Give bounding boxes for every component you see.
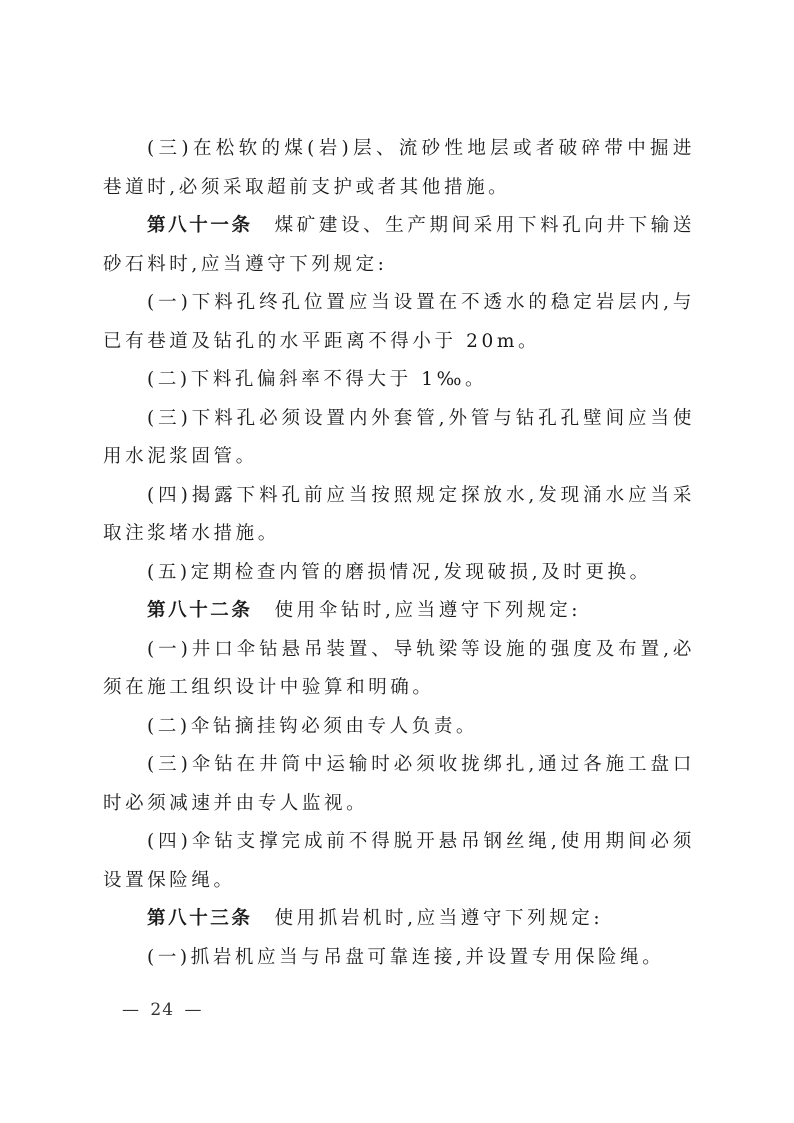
item-4-safety-rope: (四)伞钻支撑完成前不得脱开悬吊钢丝绳,使用期间必须设置保险绳。 <box>103 831 695 891</box>
article-heading: 第八十一条 <box>147 215 253 236</box>
item-1-umbrella-drill-suspension: (一)井口伞钻悬吊装置、导轨梁等设施的强度及布置,必须在施工组织设计中验算和明确。 <box>103 638 695 698</box>
page-number-dash-right: — <box>184 1000 203 1020</box>
page-number <box>118 1000 206 1020</box>
item-5-inspection: (五)定期检查内管的磨损情况,发现破损,及时更换。 <box>147 561 652 583</box>
article-83 <box>103 900 695 939</box>
article-text: 使用抓岩机时,应当遵守下列规定: <box>274 908 604 929</box>
item-2-deviation-rate: (二)下料孔偏斜率不得大于 1‰。 <box>147 369 488 390</box>
item-1-borehole-position: (一)下料孔终孔位置应当设置在不透水的稳定岩层内,与已有巷道及钻孔的水平距离不得小于 20m。 <box>103 292 695 352</box>
item-3-casing: (三)下料孔必须设置内外套管,外管与钻孔孔壁间应当使用水泥浆固管。 <box>103 407 695 467</box>
article-heading: 第八十二条 <box>147 600 253 621</box>
item-4-water-detection: (四)揭露下料孔前应当按照规定探放水,发现涌水应当采取注浆堵水措施。 <box>103 484 695 544</box>
item-3-transport: (三)伞钻在井筒中运输时必须收拢绑扎,通过各施工盘口时必须减速并由专人监视。 <box>103 754 695 814</box>
page-number-dash-left: — <box>122 1000 140 1020</box>
item-1-grab-loader: (一)抓岩机应当与吊盘可靠连接,并设置专用保险绳。 <box>147 946 665 968</box>
regulation-text <box>103 130 695 977</box>
page-number-value: 24 <box>150 1000 175 1020</box>
item-2-hook-handling: (二)伞钻摘挂钩必须由专人负责。 <box>147 715 479 737</box>
article-heading: 第八十三条 <box>147 908 253 929</box>
article-81 <box>103 207 695 284</box>
article-text: 煤矿建设、生产期间采用下料孔向井下输送砂石料时,应当遵守下列规定: <box>103 215 695 275</box>
item-3-loose-strata: (三)在松软的煤(岩)层、流砂性地层或者破碎带中掘进巷道时,必须采取超前支护或者其他措施。 <box>103 138 695 198</box>
article-text: 使用伞钻时,应当遵守下列规定: <box>274 600 582 621</box>
article-82 <box>103 592 695 631</box>
